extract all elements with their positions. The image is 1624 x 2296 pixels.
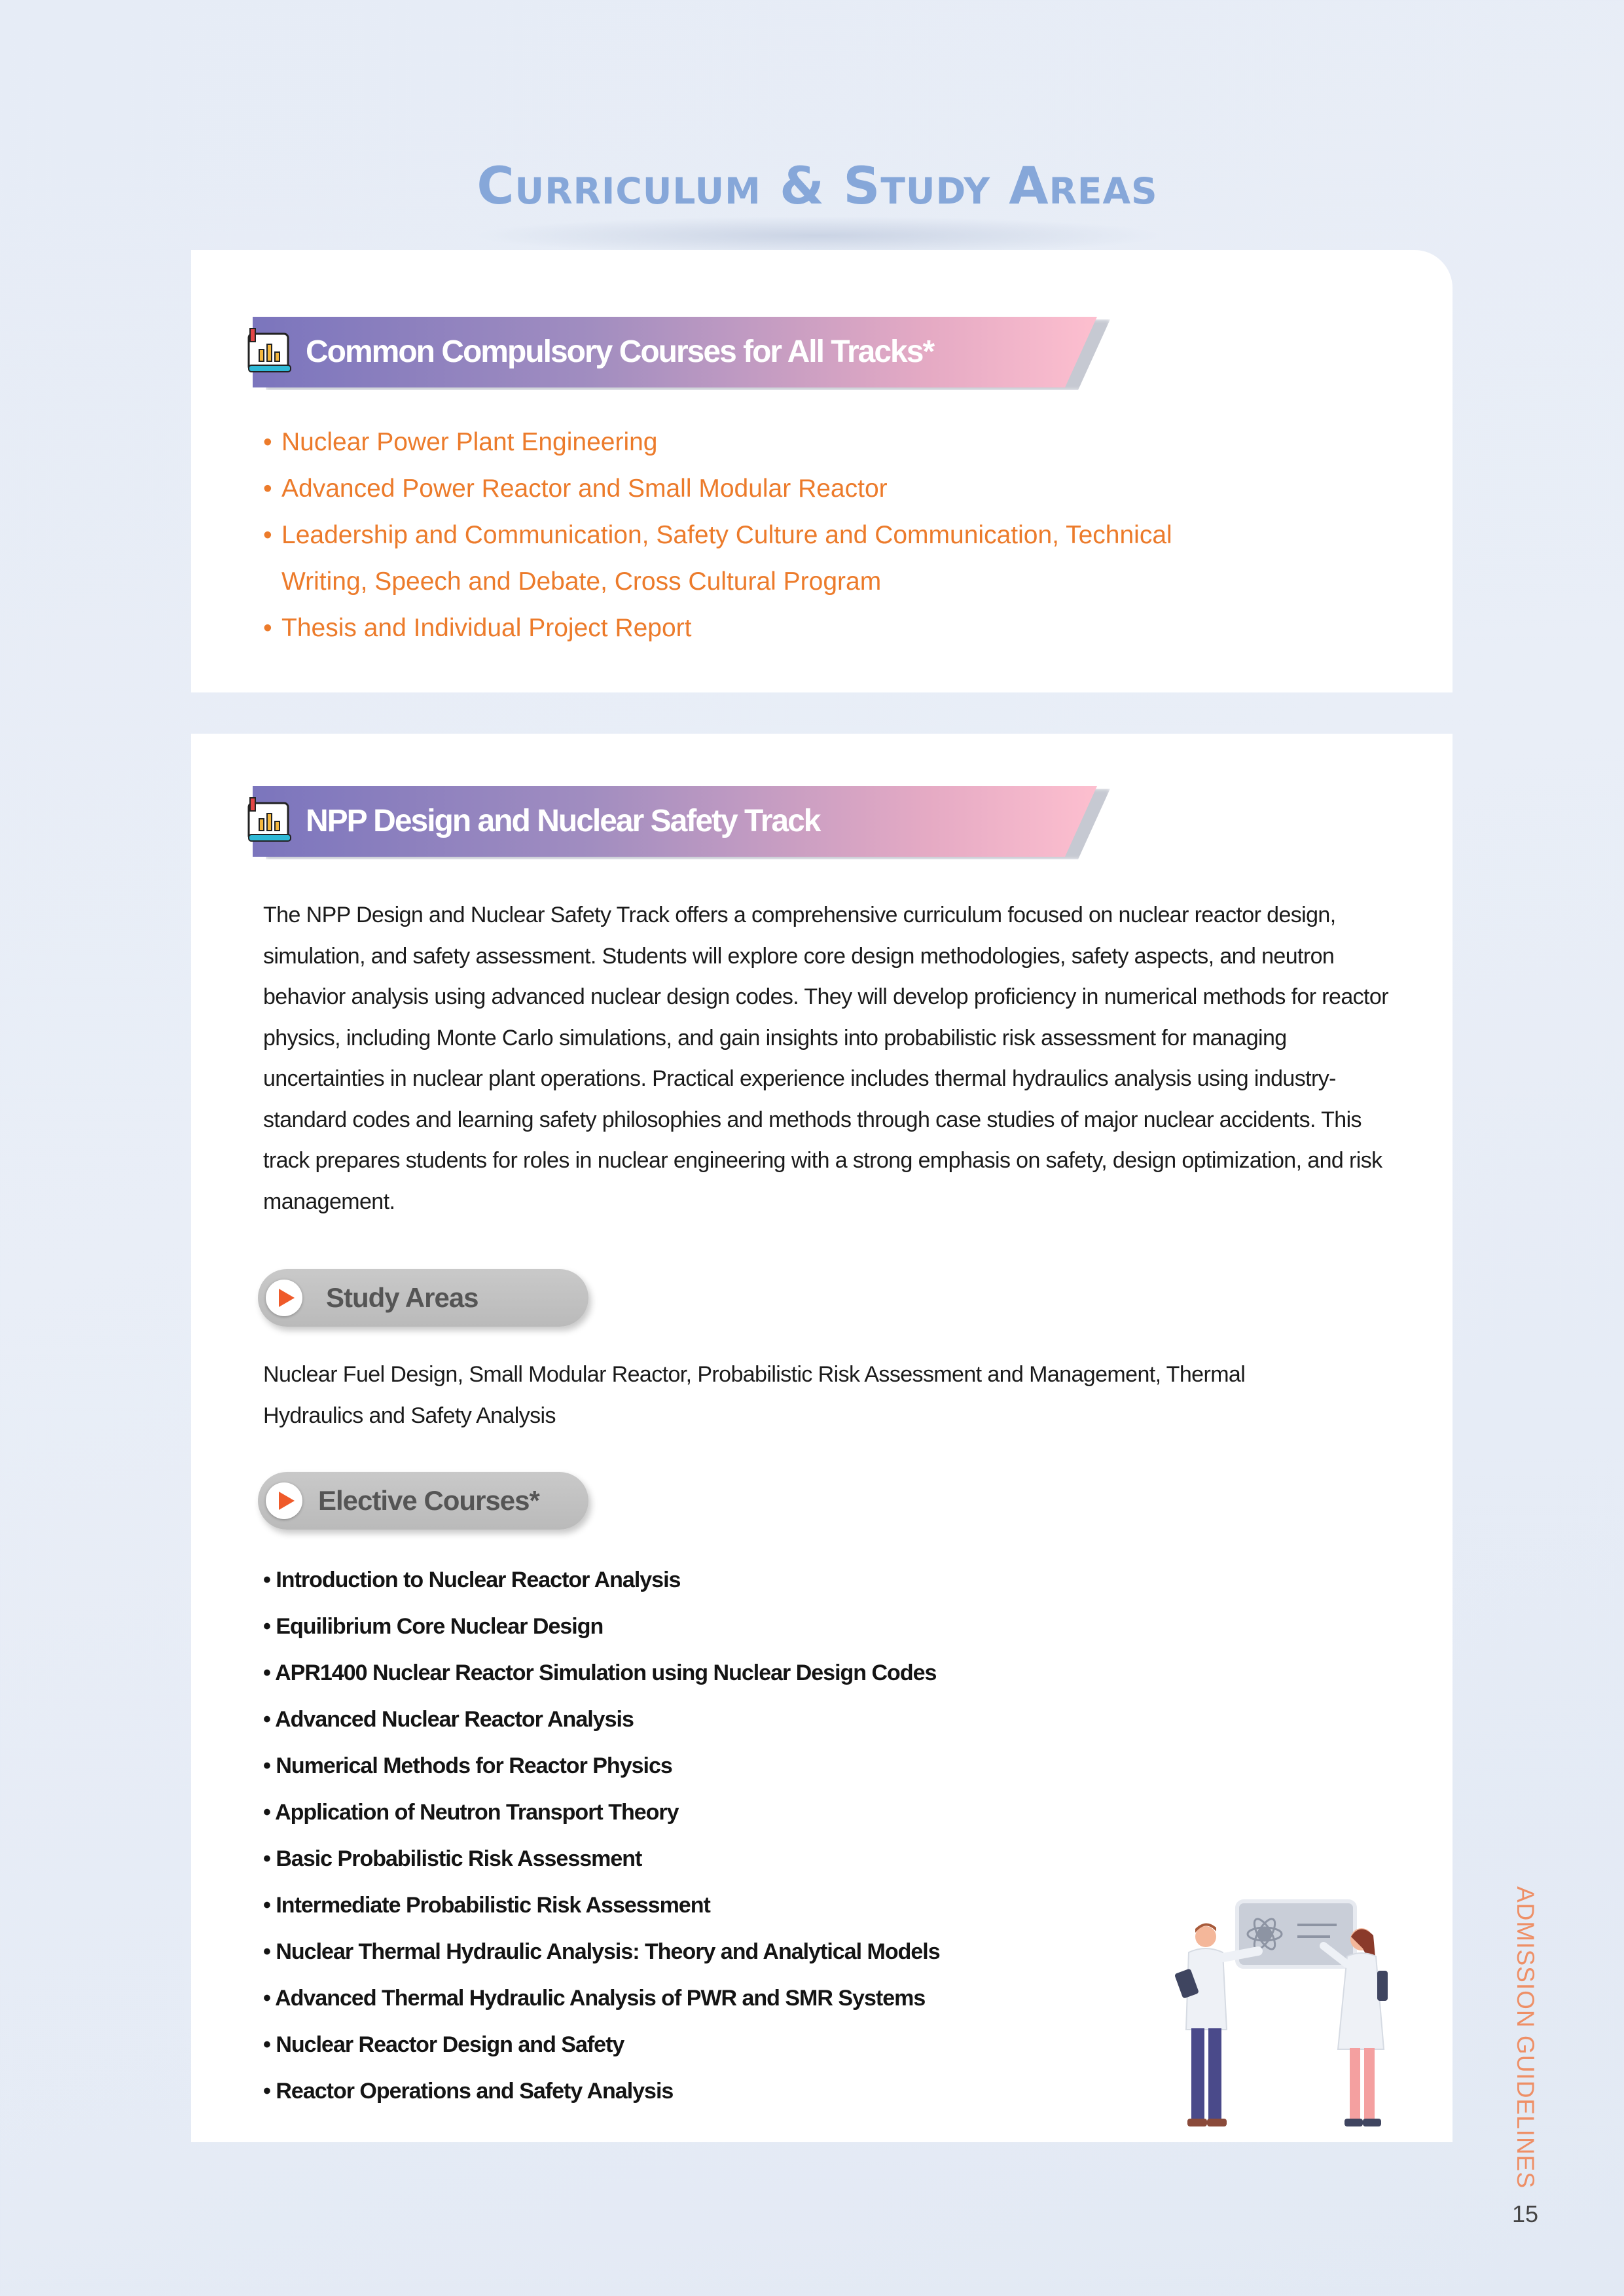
section-heading: Common Compulsory Courses for All Tracks* (306, 334, 934, 369)
list-item: • Application of Neutron Transport Theory (263, 1800, 679, 1825)
list-item: • Thesis and Individual Project Report (263, 614, 692, 642)
list-item: • APR1400 Nuclear Reactor Simulation using Nuclear Design Codes (263, 1660, 937, 1685)
track-description: The NPP Design and Nuclear Safety Track offers a comprehensive curriculum focused on nuclear reactor design, simulation, and safety assessment. Students will explore core design methodologies, safety aspects, and neutron behavior analysis using advanced nuclear design codes. They will develop proficiency in numerical methods for reactor physics, including Monte Carlo simulations, and gain insights into probabilistic risk assessment for managing uncertainties in nuclear plant operations. Practical experience includes thermal hydraulics analysis using industry-standard codes and learning safety philosophies and methods through case studies of major nuclear accidents. This track prepares students for roles in nuclear engineering with a strong emphasis on safety, design optimization, and risk management. (263, 903, 1388, 1214)
pill-label: Elective Courses* (318, 1485, 539, 1516)
list-item: • Nuclear Reactor Design and Safety (263, 2032, 624, 2057)
section-heading: NPP Design and Nuclear Safety Track (306, 804, 820, 838)
elective-course-list (263, 1557, 940, 2115)
page-title: Curriculum & Study Areas (477, 157, 1158, 216)
list-item: • Intermediate Probabilistic Risk Assessment (263, 1893, 710, 1918)
compulsory-course-list (263, 419, 1263, 651)
list-item: • Nuclear Power Plant Engineering (263, 428, 658, 456)
pill-label: Study Areas (326, 1282, 478, 1313)
common-courses-card (191, 250, 1453, 692)
list-item: • Advanced Nuclear Reactor Analysis (263, 1707, 634, 1732)
list-item: • Nuclear Thermal Hydraulic Analysis: Theory and Analytical Models (263, 1939, 940, 1964)
title-shadow (471, 216, 1165, 255)
chart-document-icon (245, 795, 297, 848)
list-item: • Reactor Operations and Safety Analysis (263, 2079, 674, 2104)
list-item: • Introduction to Nuclear Reactor Analysis (263, 1568, 681, 1592)
side-label: ADMISSION GUIDELINES (1512, 1886, 1539, 2189)
list-item: • Advanced Thermal Hydraulic Analysis of PWR and SMR Systems (263, 1986, 926, 2011)
list-item: • Basic Probabilistic Risk Assessment (263, 1846, 642, 1871)
page-number: 15 (1512, 2200, 1539, 2227)
scientists-illustration (1166, 1899, 1454, 2142)
list-item: • Equilibrium Core Nuclear Design (263, 1614, 604, 1639)
elective-courses-pill (258, 1472, 588, 1530)
list-item: • Advanced Power Reactor and Small Modular Reactor (263, 475, 888, 503)
study-areas-text: Nuclear Fuel Design, Small Modular Reactor, Probabilistic Risk Assessment and Management, Thermal Hydraulics and Safety Analysis (263, 1362, 1246, 1428)
study-areas-pill (258, 1269, 588, 1327)
play-icon (266, 1482, 302, 1519)
list-item: • Leadership and Communication, Safety Culture and Communication, Technical Writing, Speech and Debate, Cross Cultural Program (263, 521, 1172, 596)
chart-document-icon (245, 326, 297, 378)
list-item: • Numerical Methods for Reactor Physics (263, 1753, 672, 1778)
play-icon (266, 1280, 302, 1316)
track-card (191, 734, 1453, 2142)
